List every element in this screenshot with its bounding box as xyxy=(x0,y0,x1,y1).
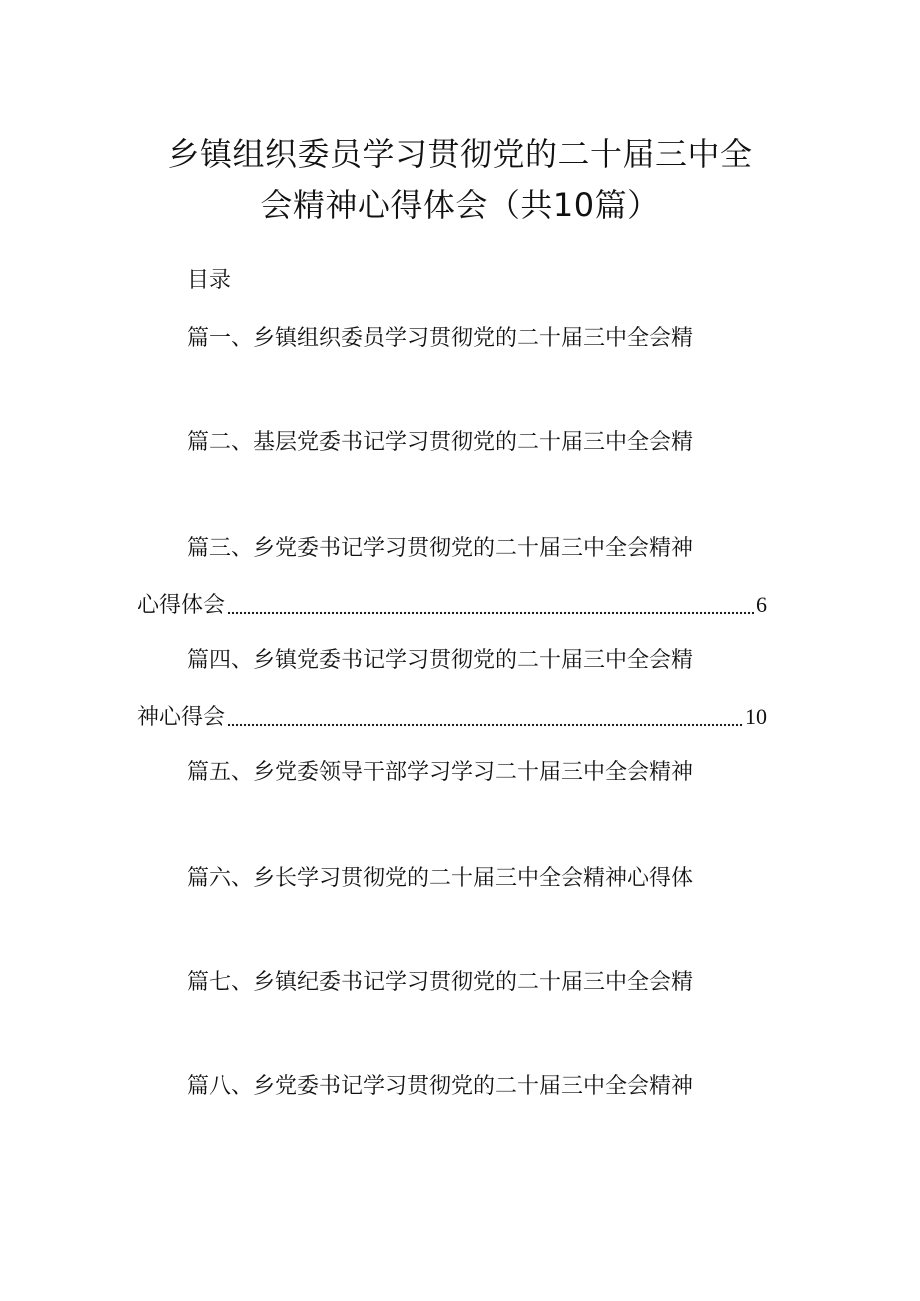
toc-heading: 目录 xyxy=(187,268,232,293)
dot-leader xyxy=(227,593,754,615)
document-title-line-2: 会精神心得体会（共10篇） xyxy=(260,186,660,224)
toc-entry-3-continuation[interactable] xyxy=(137,590,767,621)
toc-entry-4[interactable]: 篇四、乡镇党委书记学习贯彻党的二十届三中全会精 xyxy=(187,648,694,673)
dot-leader xyxy=(227,705,743,727)
toc-entry-2[interactable]: 篇二、基层党委书记学习贯彻党的二十届三中全会精 xyxy=(187,430,694,455)
toc-entry-3[interactable]: 篇三、乡党委书记学习贯彻党的二十届三中全会精神 xyxy=(187,536,694,561)
toc-entry-3-page-number: 6 xyxy=(756,592,767,617)
toc-entry-4-continuation-text: 神心得会 xyxy=(137,705,226,730)
toc-entry-3-continuation-text: 心得体会 xyxy=(137,593,226,618)
toc-entry-1[interactable]: 篇一、乡镇组织委员学习贯彻党的二十届三中全会精 xyxy=(187,326,694,351)
toc-entry-7[interactable]: 篇七、乡镇纪委书记学习贯彻党的二十届三中全会精 xyxy=(187,970,694,995)
toc-entry-5[interactable]: 篇五、乡党委领导干部学习学习二十届三中全会精神 xyxy=(187,760,694,785)
document-title-line-1: 乡镇组织委员学习贯彻党的二十届三中全 xyxy=(167,135,753,173)
toc-entry-4-continuation[interactable] xyxy=(137,702,767,733)
toc-entry-4-page-number: 10 xyxy=(745,704,767,729)
toc-entry-6[interactable]: 篇六、乡长学习贯彻党的二十届三中全会精神心得体 xyxy=(187,866,694,891)
toc-entry-8[interactable]: 篇八、乡党委书记学习贯彻党的二十届三中全会精神 xyxy=(187,1074,694,1099)
